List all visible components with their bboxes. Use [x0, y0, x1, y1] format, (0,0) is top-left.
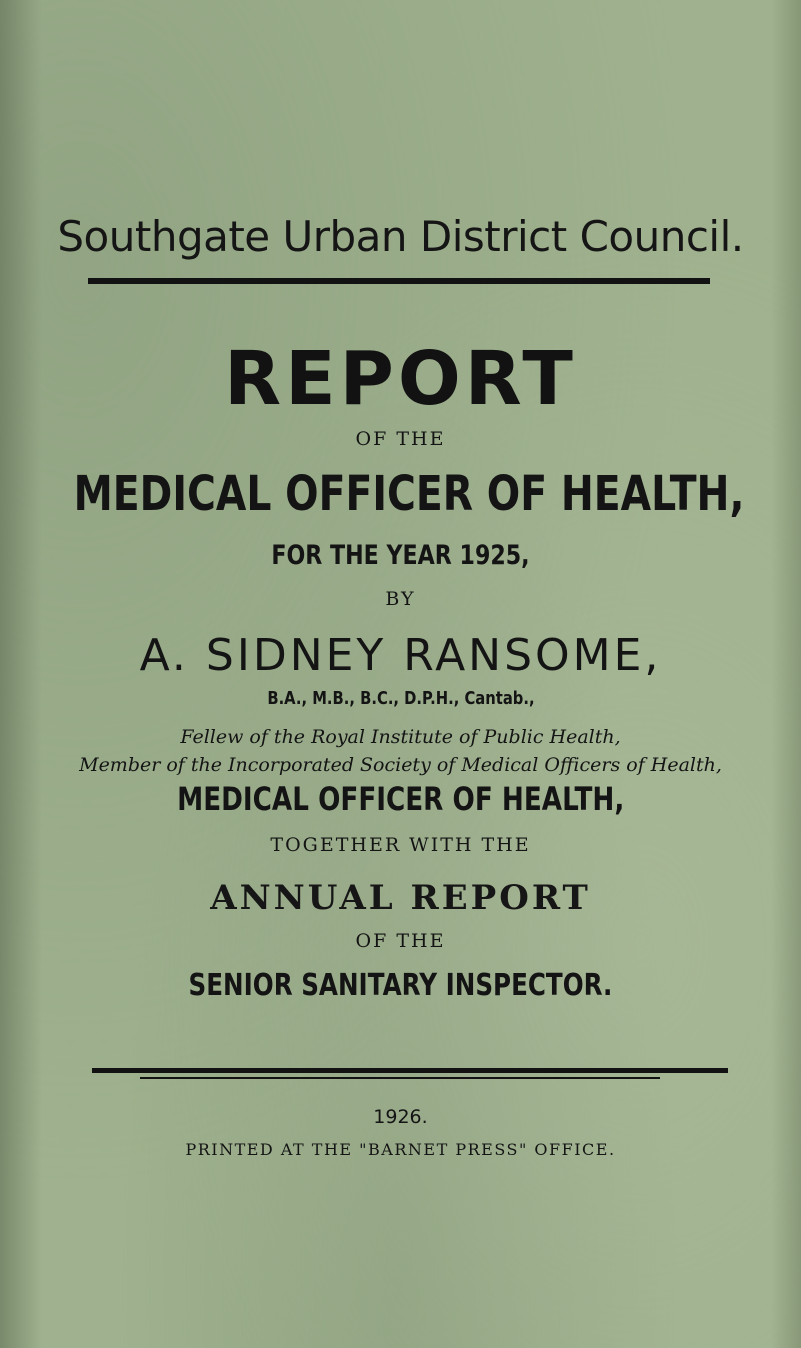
officer-title-text: MEDICAL OFFICER OF HEALTH, — [73, 466, 745, 522]
author-degrees-text: B.A., M.B., B.C., D.P.H., Cantab., — [266, 688, 535, 709]
of-the-label-1: OF THE — [355, 428, 446, 450]
year-line — [0, 540, 801, 571]
officer-title-2 — [0, 780, 801, 818]
council-heading: Southgate Urban District Council. — [57, 212, 744, 261]
year-line-text: FOR THE YEAR 1925, — [271, 540, 530, 571]
author-name: A. SIDNEY RANSOME, — [139, 630, 662, 681]
footer-rule-thin — [140, 1077, 660, 1079]
inspector-title-text: SENIOR SANITARY INSPECTOR. — [188, 968, 613, 1003]
by-label: BY — [385, 588, 416, 610]
publication-year: 1926. — [373, 1106, 428, 1128]
report-title: REPORT — [224, 336, 577, 422]
member-line: Member of the Incorporated Society of Medical Officers of Health, — [79, 754, 722, 776]
footer-rule-thick — [92, 1068, 728, 1073]
fellow-line: Fellew of the Royal Institute of Public Health, — [180, 726, 621, 748]
annual-report-title: ANNUAL REPORT — [210, 878, 591, 918]
printer-line: PRINTED AT THE "BARNET PRESS" OFFICE. — [185, 1140, 616, 1159]
of-the-label-2: OF THE — [355, 930, 446, 952]
author-degrees — [0, 688, 801, 709]
officer-title — [0, 466, 801, 522]
heading-rule-top — [88, 278, 710, 284]
together-line: TOGETHER WITH THE — [270, 834, 531, 856]
inspector-title — [0, 968, 801, 1003]
officer-title-2-text: MEDICAL OFFICER OF HEALTH, — [176, 780, 625, 818]
